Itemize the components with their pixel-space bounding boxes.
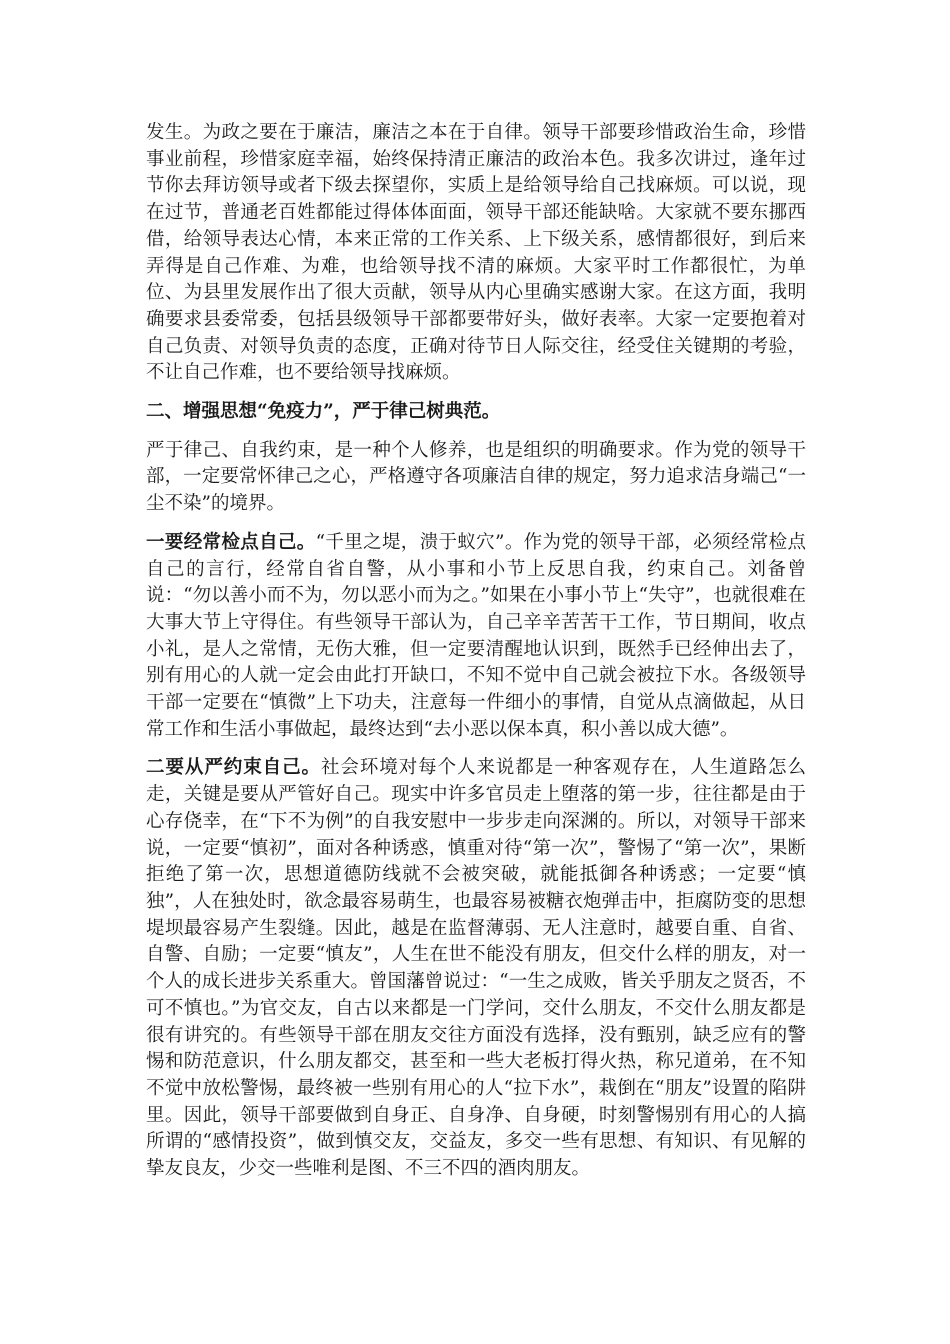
section-heading: 二、增强思想“免疫力”，严于律己树典范。 (146, 401, 501, 423)
paragraph-intro: 严于律己、自我约束，是一种个人修养，也是组织的明确要求。作为党的领导干部，一定要常怀律己之心，严格遵守各项廉洁自律的规定，努力追求洁身端己“一尘不染”的境界。 (146, 439, 806, 515)
document-body (146, 120, 806, 1183)
point-1-lead: 一要经常检点自己。 (146, 531, 316, 553)
paragraph-point-2 (146, 755, 806, 1182)
point-1-body: “千里之堤，溃于蚁穴”。作为党的领导干部，必须经常检点自己的言行，经常自省自警，从小事和小节上反思自我，约束自己。刘备曾说：“勿以善小而不为，勿以恶小而为之。”如果在小事小节上“失守”，也就很难在大事大节上守得住。有些领导干部认为，自己辛辛苦苦干工作，节日期间，收点小礼，是人之常情，无伤大雅，但一定要清醒地认识到，既然手已经伸出去了，别有用心的人就一定会由此打开缺口，不知不觉中自己就会被拉下水。各级领导干部一定要在“慎微”上下功夫，注意每一件细小的事情，自觉从点滴做起，从日常工作和生活小事做起，最终达到“去小恶以保本真，积小善以成大德”。 (146, 531, 806, 740)
paragraph-continuation: 发生。为政之要在于廉洁，廉洁之本在于自律。领导干部要珍惜政治生命，珍惜事业前程，珍惜家庭幸福，始终保持清正廉洁的政治本色。我多次讲过，逢年过节你去拜访领导或者下级去探望你，实质上是给领导给自己找麻烦。可以说，现在过节，普通老百姓都能过得体体面面，领导干部还能缺啥。大家就不要东挪西借，给领导表达心情，本来正常的工作关系、上下级关系，感情都很好，到后来弄得是自己作难、为难，也给领导找不清的麻烦。大家平时工作都很忙，为单位、为县里发展作出了很大贡献，领导从内心里确实感谢大家。在这方面，我明确要求县委常委，包括县级领导干部都要带好头，做好表率。大家一定要抱着对自己负责、对领导负责的态度，正确对待节日人际交往，经受住关键期的考验，不让自己作难，也不要给领导找麻烦。 (146, 122, 806, 384)
point-2-body: 社会环境对每个人来说都是一种客观存在，人生道路怎么走，关键是要从严管好自己。现实中许多官员走上堕落的第一步，往往都是由于心存侥幸，在“下不为例”的自我安慰中一步步走向深渊的。所以，对领导干部来说，一定要“慎初”，面对各种诱惑，慎重对待“第一次”，警惕了“第一次”，果断拒绝了第一次，思想道德防线就不会被突破，就能抵御各种诱惑；一定要“慎独”，人在独处时，欲念最容易萌生，也最容易被糖衣炮弹击中，拒腐防变的思想堤坝最容易产生裂缝。因此，越是在监督薄弱、无人注意时，越要自重、自省、自警、自励；一定要“慎友”，人生在世不能没有朋友，但交什么样的朋友，对一个人的成长进步关系重大。曾国藩曾说过：“一生之成败，皆关乎朋友之贤否，不可不慎也。”为官交友，自古以来都是一门学问，交什么朋友，不交什么朋友都是很有讲究的。有些领导干部在朋友交往方面没有选择，没有甄别，缺乏应有的警惕和防范意识，什么朋友都交，甚至和一些大老板打得火热，称兄道弟，在不知不觉中放松警惕，最终被一些别有用心的人“拉下水”，栽倒在“朋友”设置的陷阱里。因此，领导干部要做到自身正、自身净、自身硬，时刻警惕别有用心的人搞所谓的“感情投资”，做到慎交友，交益友，多交一些有思想、有知识、有见解的挚友良友，少交一些唯利是图、不三不四的酒肉朋友。 (146, 757, 806, 1180)
point-2-lead: 二要从严约束自己。 (146, 757, 321, 779)
paragraph-point-1 (146, 530, 806, 744)
